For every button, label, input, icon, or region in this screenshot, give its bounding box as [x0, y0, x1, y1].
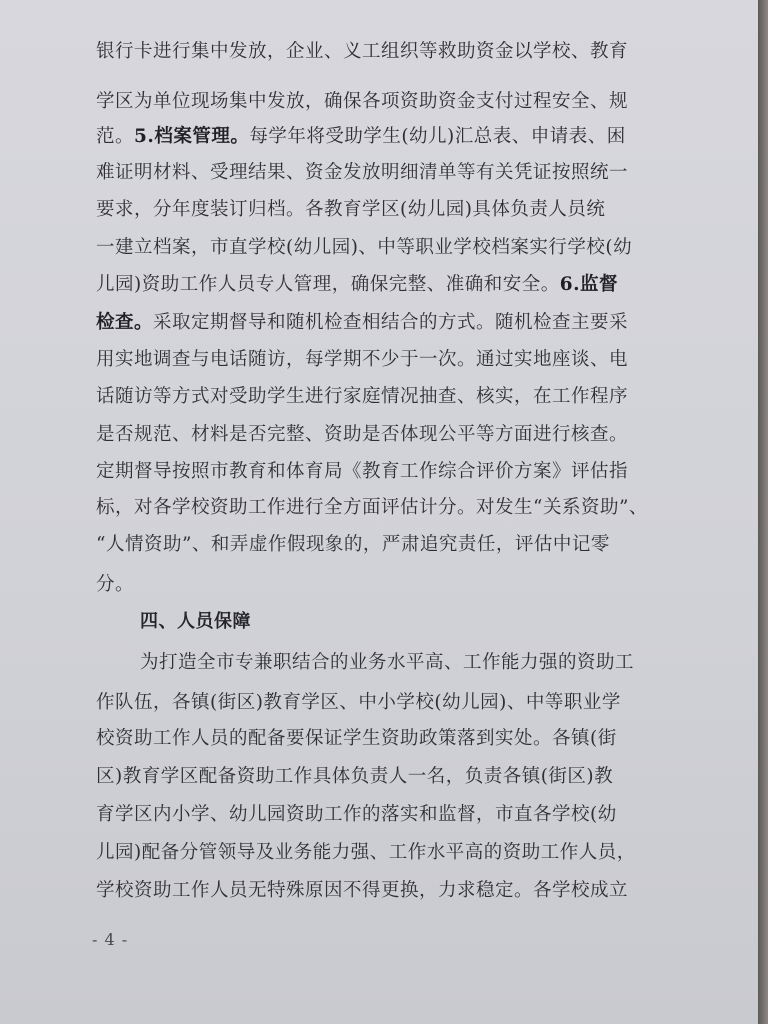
text-line: [96, 533, 610, 557]
text-line: [96, 40, 628, 64]
text-line: [96, 198, 605, 222]
text-segment: 采取定期督导和随机检查相结合的方式。随机检查主要采: [153, 312, 629, 333]
text-line: [96, 273, 618, 297]
text-line: [96, 573, 134, 597]
text-segment: 区)教育学区配备资助工作具体负责人一名，负责各镇(街区)教: [96, 766, 614, 787]
text-segment: 作队伍，各镇(街区)教育学区、中小学校(幼儿园)、中等职业学: [96, 692, 621, 713]
text-line: [96, 90, 628, 114]
text-segment: 银行卡进行集中发放，企业、义工组织等救助资金以学校、教育: [96, 41, 629, 62]
text-line: [96, 385, 628, 409]
text-segment: 分。: [96, 574, 135, 595]
text-line: [140, 610, 251, 634]
text-segment: 定期督导按照市教育和体育局《教育工作综合评价方案》评估指: [96, 461, 629, 482]
page-edge-shadow: [758, 0, 768, 1024]
text-line: [96, 841, 636, 865]
text-line: [96, 423, 628, 447]
text-line: [96, 765, 613, 789]
text-line: [96, 879, 628, 903]
text-line: [96, 311, 628, 335]
text-line: [96, 460, 628, 484]
text-segment: 是否规范、材料是否完整、资助是否体现公平等方面进行核查。: [96, 424, 629, 445]
page-number: - 4 -: [92, 930, 129, 949]
bold-subheading: 检查。: [96, 312, 154, 333]
text-segment: 话随访等方式对受助学生进行家庭情况抽查、核实，在工作程序: [96, 386, 629, 407]
text-segment: 标，对各学校资助工作进行全方面评估计分。对发生“关系资助”、: [96, 497, 648, 518]
text-segment: 儿园)配备分管领导及业务能力强、工作水平高的资助工作人员，: [96, 842, 636, 863]
text-segment: 学区为单位现场集中发放，确保各项资助资金支付过程安全、规: [96, 91, 629, 112]
text-segment: 每学年将受助学生(幼儿)汇总表、申请表、困: [249, 126, 626, 147]
text-line: [96, 803, 617, 827]
text-line: [96, 125, 626, 149]
text-segment: 儿园)资助工作人员专人管理，确保完整、准确和安全。: [96, 274, 560, 295]
text-segment: 用实地调查与电话随访，每学期不少于一次。通过实地座谈、电: [96, 349, 629, 370]
text-segment: “人情资助”、和弄虚作假现象的，严肃追究责任，评估中记零: [96, 534, 610, 555]
bold-subheading: 6.监督: [559, 274, 619, 295]
text-segment: 校资助工作人员的配备要保证学生资助政策落到实处。各镇(街: [96, 728, 617, 749]
text-segment: 为打造全市专兼职结合的业务水平高、工作能力强的资助工: [140, 652, 635, 673]
text-segment: 要求，分年度装订归档。各教育学区(幼儿园)具体负责人员统: [96, 199, 606, 220]
text-segment: 学校资助工作人员无特殊原因不得更换，力求稳定。各学校成立: [96, 880, 629, 901]
text-line: [96, 727, 617, 751]
text-line: [96, 496, 648, 520]
text-segment: 范。: [96, 126, 135, 147]
section-heading: 四、人员保障: [140, 611, 251, 632]
text-line: [140, 651, 634, 675]
text-segment: 一建立档案，市直学校(幼儿园)、中等职业学校档案实行学校(幼: [96, 237, 633, 258]
text-line: [96, 348, 628, 372]
text-line: [96, 161, 628, 185]
text-line: [96, 691, 621, 715]
text-segment: 难证明材料、受理结果、资金发放明细清单等有关凭证按照统一: [96, 162, 629, 183]
text-line: [96, 236, 632, 260]
text-segment: 育学区内小学、幼儿园资助工作的落实和监督，市直各学校(幼: [96, 804, 617, 825]
bold-subheading: 5.档案管理。: [134, 126, 250, 147]
